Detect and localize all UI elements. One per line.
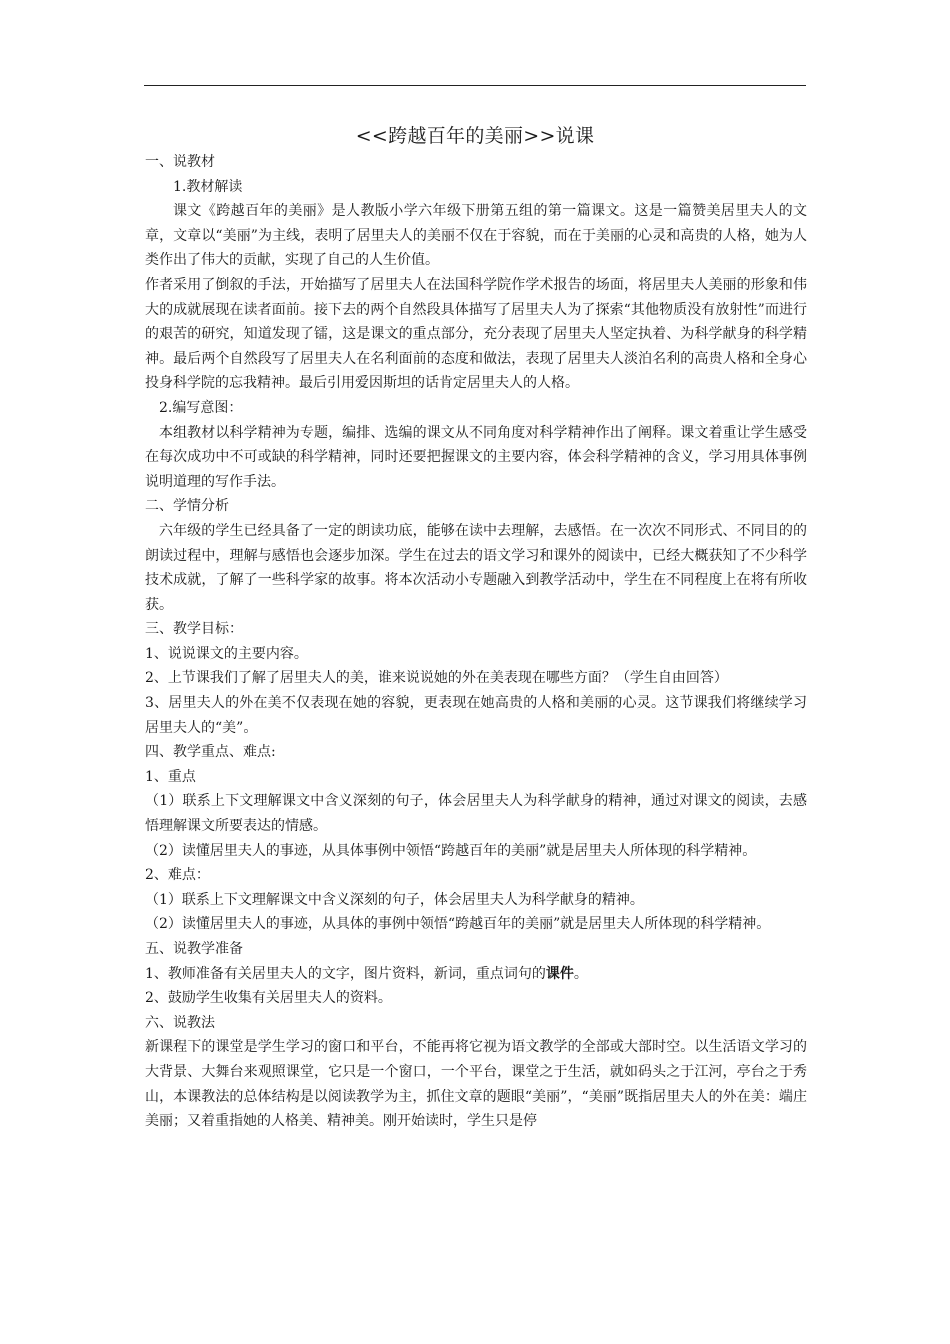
paragraph: 作者采用了倒叙的手法，开始描写了居里夫人在法国科学院作学术报告的场面，将居里夫人美丽的形象和伟大的成就展现在读者面前。接下去的两个自然段具体描写了居里夫人为了探索“其他物质没有放射性”而进行的艰苦的研究，知道发现了镭，这是课文的重点部分，充分表现了居里夫人坚定执着、为科学献身的科学精神。最后两个自然段写了居里夫人在名利面前的态度和做法，表现了居里夫人淡泊名利的高贵人格和全身心投身科学院的忘我精神。最后引用爱因斯坦的话肯定居里夫人的人格。 (145, 276, 807, 392)
paragraph: 六年级的学生已经具备了一定的朗读功底，能够在读中去理解，去感悟。在一次次不同形式、不同目的的朗读过程中，理解与感悟也会逐步加深。学生在过去的语文学习和课外的阅读中，已经大概获知了不少科学技术成就，了解了一些科学家的故事。将本次活动小专题融入到教学活动中，学生在不同程度上在将有所收获。 (145, 522, 807, 613)
section-heading: 二、学情分析 (145, 498, 229, 515)
document-title: <<跨越百年的美丽>>说课 (355, 125, 595, 147)
section-heading: 四、教学重点、难点: (145, 744, 276, 761)
list-item: 2、鼓励学生收集有关居里夫人的资料。 (145, 990, 392, 1007)
list-item: （2）读懂居里夫人的事迹，从具体的事例中领悟“跨越百年的美丽”就是居里夫人所体现的科学精神。 (145, 916, 771, 933)
list-item: （1）联系上下文理解课文中含义深刻的句子，体会居里夫人为科学献身的精神。 (145, 891, 644, 908)
list-item: 1、说说课文的主要内容。 (145, 645, 308, 662)
section-heading: 五、说教学准备 (145, 941, 243, 957)
bold-term: 课件 (545, 965, 574, 982)
paragraph: 新课程下的课堂是学生学习的窗口和平台，不能再将它视为语文教学的全部或大部时空。以生活语文学习的大背景、大舞台来观照课堂，它只是一个窗口，一个平台，课堂之于生活，就如码头之于江河，亭台之于秀山，本课教法的总体结构是以阅读教学为主，抓住文章的题眼“美丽”，“美丽”既指居里夫人的外在美：端庄美丽；又着重指她的人格美、精神美。刚开始读时，学生只是停 (145, 1039, 807, 1130)
list-item: （1）联系上下文理解课文中含义深刻的句子，体会居里夫人为科学献身的精神，通过对课文的阅读，去感悟理解课文所要表达的情感。 (145, 793, 807, 835)
list-item: 3、居里夫人的外在美不仅表现在她的容貌，更表现在她高贵的人格和美丽的心灵。这节课我们将继续学习居里夫人的“美”。 (145, 695, 807, 736)
section-heading: 六、说教法 (145, 1014, 215, 1031)
section-heading: 一、说教材 (145, 154, 215, 170)
list-item: （2）读懂居里夫人的事迹，从具体事例中领悟“跨越百年的美丽”就是居里夫人所体现的科学精神。 (145, 842, 757, 859)
section-heading: 三、教学目标： (145, 621, 243, 638)
subsection-heading: 1、重点 (145, 768, 196, 785)
list-item-punctuation: 。 (573, 965, 588, 982)
subsection-heading: 2、难点： (145, 867, 210, 884)
list-item-text: 1、教师准备有关居里夫人的文字，图片资料，新词，重点词句的 (145, 965, 546, 982)
list-item (145, 962, 807, 987)
paragraph: 本组教材以科学精神为专题，编排、选编的课文从不同角度对科学精神作出了阐释。课文着重让学生感受在每次成功中不可或缺的科学精神，同时还要把握课文的主要内容，体会科学精神的含义，学习用具体事例说明道理的写作手法。 (145, 424, 807, 490)
paragraph: 课文《跨越百年的美丽》是人教版小学六年级下册第五组的第一篇课文。这是一篇赞美居里夫人的文章，文章以“美丽”为主线，表明了居里夫人的美丽不仅在于容貌，而在于美丽的心灵和高贵的人格，她为人类作出了伟大的贡献，实现了自己的人生价值。 (145, 203, 807, 269)
document-body (145, 150, 807, 1134)
subsection-heading: 1.教材解读 (173, 178, 243, 195)
subsection-heading: 2.编写意图： (159, 399, 243, 416)
list-item: 2、上节课我们了解了居里夫人的美，谁来说说她的外在美表现在哪些方面？（学生自由回答） (145, 670, 728, 687)
header-rule (144, 85, 806, 86)
